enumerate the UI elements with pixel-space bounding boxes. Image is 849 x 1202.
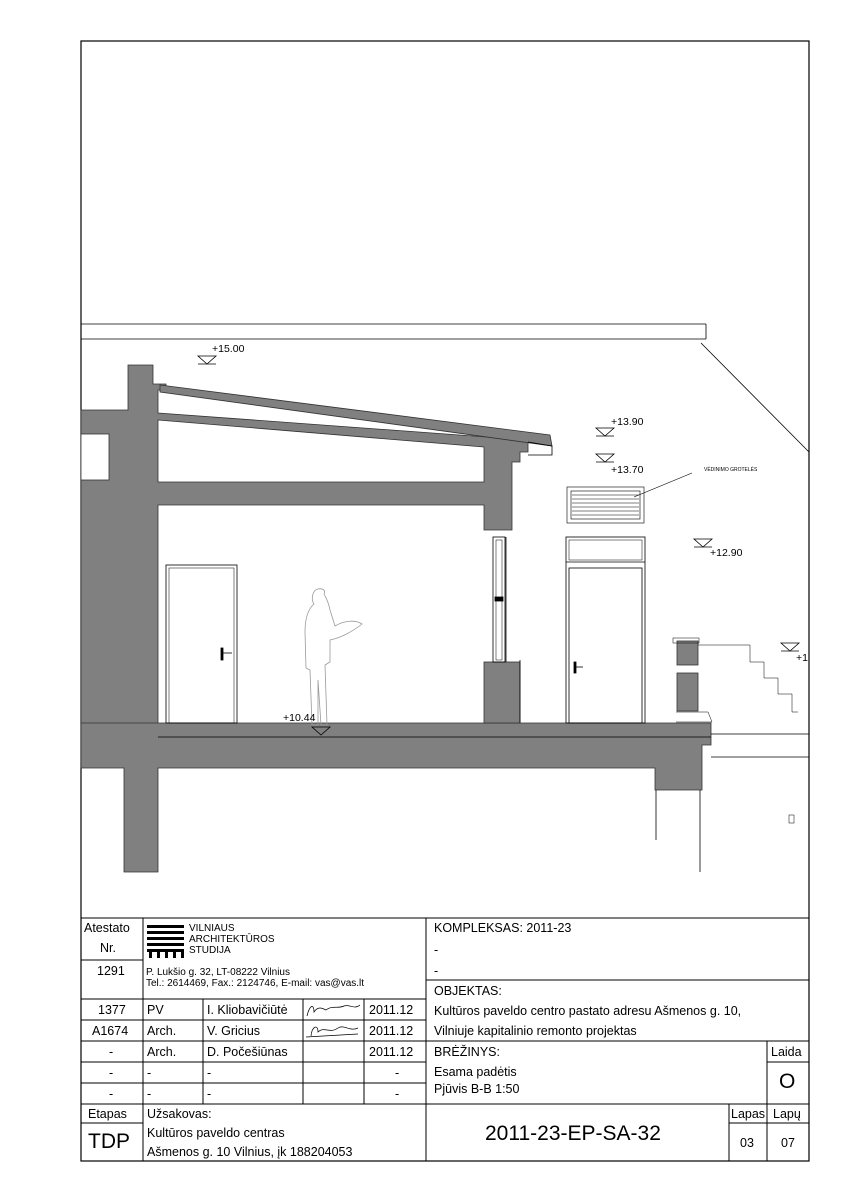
exterior-door (566, 537, 645, 723)
staff-date-1: 2011.12 (369, 1003, 414, 1017)
vent-label: VĖDINIMO GROTELĖS (704, 467, 758, 473)
objektas-line1: Kultūros paveldo centro pastato adresu Ašmenos g. 10, (434, 1004, 742, 1018)
staff-name-3: D. Počešiūnas (207, 1045, 288, 1059)
atestato-number: 1291 (97, 964, 125, 978)
staff-nr-2: A1674 (92, 1024, 129, 1038)
level-right: +1 (796, 652, 808, 664)
staff-date-4: - (395, 1066, 400, 1080)
brezinys-line2: Pjūvis B-B 1:50 (434, 1082, 520, 1096)
staff-date-2: 2011.12 (369, 1024, 414, 1038)
uzsakovas-line1: Kultūros paveldo centras (147, 1126, 285, 1140)
brezinys-label: BRĖŽINYS: (434, 1045, 500, 1059)
level-15-00: +15.00 (212, 343, 245, 355)
etapas-value: TDP (88, 1130, 130, 1153)
objektas-line2: Vilniuje kapitalinio remonto projektas (434, 1024, 637, 1038)
laida-label: Laida (771, 1045, 802, 1059)
laida-value: O (779, 1070, 796, 1093)
level-13-70: +13.70 (611, 464, 644, 476)
staff-date-5: - (395, 1087, 400, 1101)
drawing-number: 2011-23-EP-SA-32 (485, 1122, 661, 1145)
staff-role-1: PV (147, 1003, 164, 1017)
atestato-nr-label: Nr. (100, 941, 116, 955)
etapas-label: Etapas (88, 1107, 127, 1121)
staff-role-3: Arch. (147, 1045, 177, 1059)
brezinys-line1: Esama padėtis (434, 1065, 517, 1079)
lapas-label: Lapas (731, 1107, 766, 1121)
firm-address: P. Lukšio g. 32, LT-08222 Vilnius (146, 967, 290, 978)
staff-role-2: Arch. (147, 1024, 177, 1038)
firm-contacts: Tel.: 2614469, Fax.: 2124746, E-mail: vas@vas.lt (146, 978, 365, 989)
objektas-label: OBJEKTAS: (434, 984, 502, 998)
staff-name-4: - (207, 1066, 212, 1080)
firm-name-line3: STUDIJA (189, 945, 231, 956)
uzsakovas-label: Užsakovas: (147, 1107, 212, 1121)
staff-date-3: 2011.12 (369, 1045, 414, 1059)
staff-nr-5: - (109, 1087, 114, 1101)
human-figure (305, 589, 362, 725)
uzsakovas-line2: Ašmenos g. 10 Vilnius, įk 188204053 (147, 1145, 353, 1159)
staff-name-5: - (207, 1087, 212, 1101)
staff-nr-1: 1377 (98, 1003, 126, 1017)
firm-name-line1: VILNIAUS (189, 923, 235, 934)
staff-name-1: I. Kliobavičiūtė (207, 1003, 288, 1017)
concrete-structure (81, 365, 711, 872)
lapu-value: 07 (781, 1136, 795, 1150)
staff-role-5: - (147, 1087, 152, 1101)
kompleksas-dash-1: - (434, 943, 439, 957)
staff-name-2: V. Gricius (207, 1024, 261, 1038)
kompleksas: KOMPLEKSAS: 2011-23 (434, 921, 572, 935)
atestato-label: Atestato (84, 921, 130, 935)
staff-nr-3: - (109, 1045, 114, 1059)
firm-name-line2: ARCHITEKTŪROS (189, 934, 275, 945)
level-13-90: +13.90 (611, 416, 644, 428)
level-10-44: +10.44 (283, 712, 316, 724)
lapu-label: Lapų (773, 1107, 801, 1121)
staff-role-4: - (147, 1066, 152, 1080)
interior-door (166, 565, 237, 723)
kompleksas-dash-2: - (434, 964, 439, 978)
lapas-value: 03 (740, 1136, 754, 1150)
level-12-90: +12.90 (710, 547, 743, 559)
vent-grille (567, 473, 692, 523)
staff-nr-4: - (109, 1066, 114, 1080)
